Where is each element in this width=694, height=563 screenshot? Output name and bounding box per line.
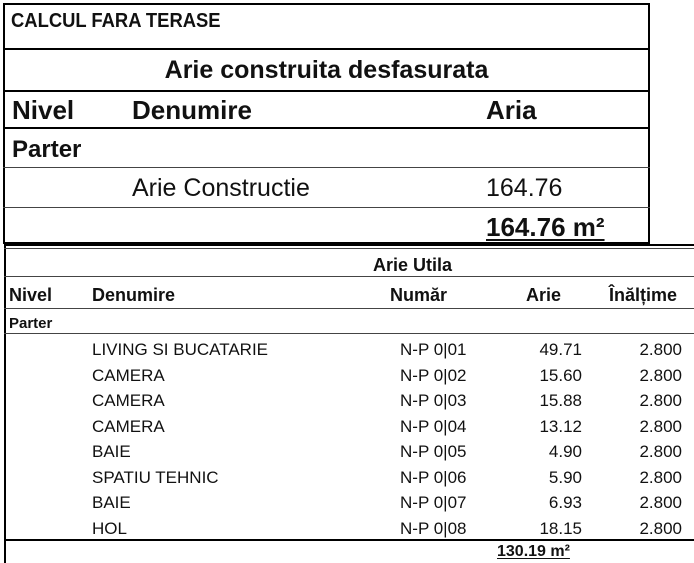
bottom-total: 130.19 m² xyxy=(497,543,570,560)
level-label: Parter xyxy=(12,136,82,163)
cell-arie: 15.60 xyxy=(539,365,582,385)
cell-arie: 15.88 xyxy=(539,391,582,410)
cell-arie: 18.15 xyxy=(539,518,582,538)
cell-inaltime: 2.800 xyxy=(639,493,682,512)
cell-inaltime: 2.800 xyxy=(639,467,682,487)
cell-denumire: HOL xyxy=(92,518,127,538)
cell-denumire: CAMERA xyxy=(92,391,165,410)
row-denumire: Arie Constructie xyxy=(132,174,310,202)
cell-numar: N-P 0|01 xyxy=(400,340,467,359)
cell-numar: N-P 0|03 xyxy=(400,391,467,410)
cell-inaltime: 2.800 xyxy=(639,391,682,410)
header-nivel: Nivel xyxy=(9,285,53,305)
level-label: Parter xyxy=(9,315,53,332)
divider xyxy=(3,90,650,92)
cell-inaltime: 2.800 xyxy=(639,442,682,461)
cell-inaltime: 2.800 xyxy=(639,416,682,436)
divider xyxy=(4,308,694,309)
cell-arie: 49.71 xyxy=(539,340,582,359)
divider xyxy=(4,333,694,334)
header-nivel: Nivel xyxy=(12,95,75,125)
cell-arie: 5.90 xyxy=(548,467,582,487)
table-row xyxy=(4,339,694,365)
header-arie: Arie xyxy=(526,285,562,305)
row-aria: 164.76 xyxy=(486,174,563,202)
table-row xyxy=(4,390,694,416)
divider xyxy=(3,167,650,168)
cell-numar: N-P 0|07 xyxy=(400,493,467,512)
divider xyxy=(4,276,694,277)
cell-numar: N-P 0|06 xyxy=(400,467,467,487)
cell-denumire: BAIE xyxy=(92,442,131,461)
cell-denumire: BAIE xyxy=(92,493,131,512)
cell-inaltime: 2.800 xyxy=(639,518,682,538)
header-denumire: Denumire xyxy=(132,95,252,125)
cell-numar: N-P 0|04 xyxy=(400,416,467,436)
cell-inaltime: 2.800 xyxy=(639,365,682,385)
cell-arie: 13.12 xyxy=(539,416,582,436)
cell-denumire: LIVING SI BUCATARIE xyxy=(92,340,269,359)
top-total: 164.76 m² xyxy=(486,212,605,242)
header-aria: Aria xyxy=(486,95,537,125)
cell-denumire: CAMERA xyxy=(92,365,165,385)
divider xyxy=(3,207,650,208)
table-row xyxy=(4,365,694,391)
divider xyxy=(4,539,694,541)
cell-numar: N-P 0|02 xyxy=(400,365,467,385)
header-numar: Număr xyxy=(390,285,448,305)
header-denumire: Denumire xyxy=(92,285,176,305)
cell-numar: N-P 0|08 xyxy=(400,518,467,538)
bottom-section-title: Arie Utila xyxy=(373,255,453,275)
header-inaltime: Înălțime xyxy=(609,285,678,305)
table-row xyxy=(4,467,694,493)
cell-numar: N-P 0|05 xyxy=(400,442,467,461)
cell-arie: 4.90 xyxy=(548,442,582,461)
table-row xyxy=(4,416,694,442)
table-row xyxy=(4,441,694,467)
divider xyxy=(3,48,650,50)
top-section-title: Arie construita desfasurata xyxy=(164,56,489,84)
divider xyxy=(4,248,694,249)
sheet-title: CALCUL FARA TERASE xyxy=(11,10,221,32)
cell-arie: 6.93 xyxy=(548,493,582,512)
table-row xyxy=(4,492,694,518)
divider xyxy=(3,127,650,129)
cell-inaltime: 2.800 xyxy=(639,340,682,359)
cell-denumire: CAMERA xyxy=(92,416,165,436)
cell-denumire: SPATIU TEHNIC xyxy=(92,467,219,487)
